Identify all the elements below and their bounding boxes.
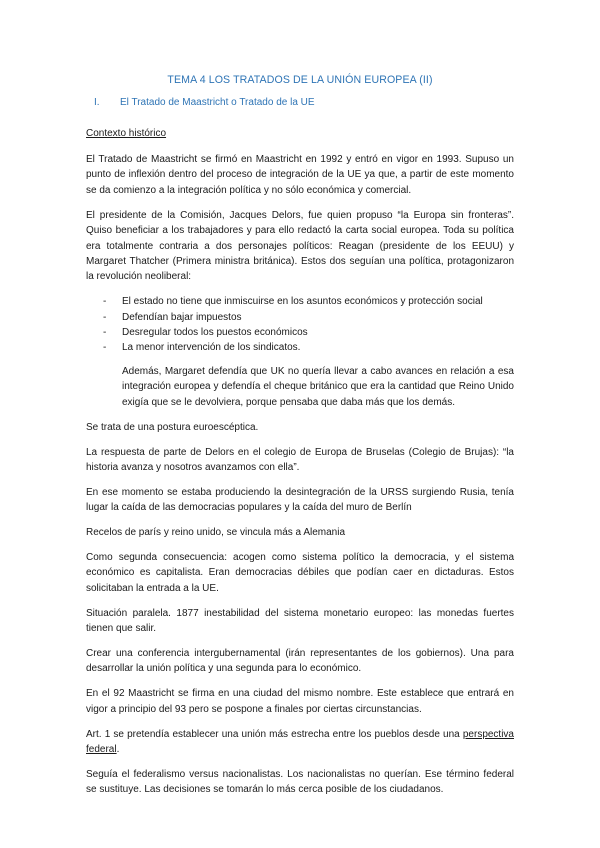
section-heading [86, 97, 514, 108]
paragraph-4: La respuesta de parte de Delors en el colegio de Europa de Bruselas (Colegio de Brujas): “la historia avanza y nosotros avanzamos con ella”. [86, 446, 514, 473]
paragraph-1: El Tratado de Maastricht se firmó en Maastricht en 1992 y entró en vigor en 1993. Supuso un punto de inflexión dentro del proceso de integración de la UE ya que, a partir de este momento se da comienzo a la integración política y no sólo económica y comercial. [86, 154, 514, 196]
federal-perspective-underlined: perspectiva federal [86, 728, 514, 756]
paragraph-11 [86, 727, 514, 758]
paragraph-11-text: Art. 1 se pretendía establecer una unión más estrecha entre los pueblos desde una [86, 728, 463, 740]
section-number: I. [94, 97, 100, 108]
paragraph-9: Crear una conferencia intergubernamental (irán representantes de los gobiernos). Una para desarrollar la unión política y una segunda para lo económico. [86, 648, 514, 675]
list-marker: - [103, 342, 107, 354]
list-continuation: Además, Margaret defendía que UK no quería llevar a cabo avances en relación a esa integración europea y defendía el cheque británico que era la cantidad que Reino Unido exigía que se le devolviera, porque pensaba que daba más que los demás. [122, 365, 514, 408]
list-item [86, 310, 514, 325]
list-item-text: El estado no tiene que inmiscuirse en los asuntos económicos y protección social [122, 296, 483, 308]
list-item [86, 294, 514, 309]
dash-list [86, 294, 514, 356]
section-label: El Tratado de Maastricht o Tratado de la UE [120, 97, 315, 108]
list-marker: - [103, 327, 107, 339]
paragraph-8: Situación paralela. 1877 inestabilidad del sistema monetario europeo: las monedas fuertes tienen que salir. [86, 607, 514, 635]
paragraph-11-end: . [116, 744, 120, 756]
document-title: TEMA 4 LOS TRATADOS DE LA UNIÓN EUROPEA (II) [167, 74, 433, 86]
paragraph-5: En ese momento se estaba produciendo la desintegración de la URSS surgiendo Rusia, tenía lugar la caída de las democracias populares y la caída del muro de Berlín [86, 486, 514, 514]
paragraph-6: Recelos de parís y reino unido, se vincula más a Alemania [86, 527, 346, 539]
paragraph-12: Seguía el federalismo versus nacionalistas. Los nacionalistas no querían. Ese término federal se sustituye. Las decisiones se tomarán lo más cerca posible de los ciudadanos. [86, 769, 514, 796]
list-marker: - [103, 311, 107, 323]
paragraph-2: El presidente de la Comisión, Jacques Delors, fue quien propuso “la Europa sin fronteras”. Quiso beneficiar a los trabajadores y para ello redactó la carta social europea. Toda su política era totalmente contraria a dos personajes políticos: Reagan (presidente de los EEUU) y Margaret Thatcher (Primera ministra británica). Estos dos seguían una política, protagonizaron la revolución neoliberal: [86, 209, 514, 283]
paragraph-3: Se trata de una postura euroescéptica. [86, 421, 259, 433]
list-item-text: La menor intervención de los sindicatos. [122, 342, 301, 354]
list-marker: - [103, 296, 107, 308]
subheading: Contexto histórico [86, 128, 167, 139]
list-item [86, 340, 514, 355]
list-item-text: Desregular todos los puestos económicos [122, 327, 308, 339]
paragraph-10: En el 92 Maastricht se firma en una ciudad del mismo nombre. Este establece que entrará en vigor a principio del 93 pero se pospone a finales por ciertas circunstancias. [86, 688, 514, 715]
paragraph-7: Como segunda consecuencia: acogen como sistema político la democracia, y el sistema económico es capitalista. Eran democracias débiles que podían caer en dictaduras. Estos solicitaban la entrada a la UE. [86, 552, 514, 594]
list-item-text: Defendían bajar impuestos [122, 311, 242, 323]
list-item [86, 325, 514, 340]
